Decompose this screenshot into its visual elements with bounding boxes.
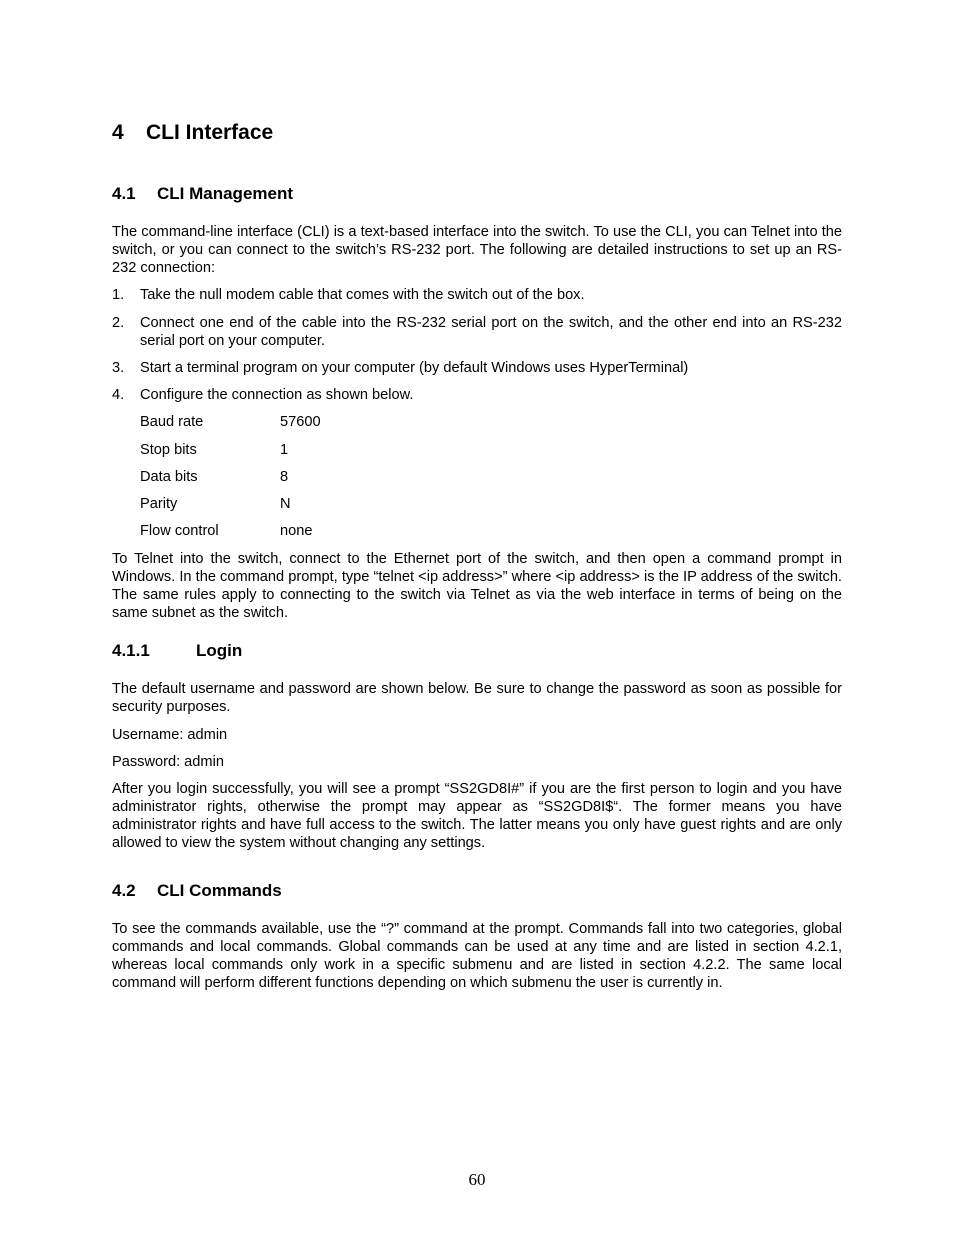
setting-value: 1 [280, 442, 289, 458]
list-number: 1. [112, 287, 125, 303]
login-prompt-paragraph: After you login successfully, you will see a prompt “SS2GD8I#” if you are the first person to login and you have administrator rights, otherwise the prompt may appear as “SS2GD8I$“. The former means you have administrator rights and have full access to the switch. The latter means you only have guest rights and are only allowed to view the system without changing any settings. [112, 781, 842, 851]
setting-row [140, 413, 321, 431]
section-4-1-heading [112, 184, 293, 204]
section-number: 4.2 [112, 881, 136, 900]
setting-key: Flow control [140, 523, 219, 539]
login-intro-paragraph: The default username and password are shown below. Be sure to change the password as soon as possible for security purposes. [112, 681, 842, 715]
section-number: 4.1.1 [112, 641, 150, 660]
commands-paragraph: To see the commands available, use the “?” command at the prompt. Commands fall into two categories, global commands and local commands. Global commands can be used at any time and are listed in section 4.2.1, whereas local commands only work in a specific submenu and are listed in section 4.2.2. The same local command will perform different functions depending on which submenu the user is currently in. [112, 921, 842, 991]
section-4-1-1-heading [112, 641, 242, 661]
setting-row [140, 441, 288, 459]
list-number: 2. [112, 315, 125, 331]
section-4-2-heading [112, 881, 282, 901]
section-4-heading [112, 121, 273, 145]
setting-key: Stop bits [140, 442, 197, 458]
setting-row [140, 522, 312, 540]
setting-value: 8 [280, 469, 289, 485]
setting-key: Baud rate [140, 414, 204, 430]
setting-row [140, 468, 288, 486]
section-title: CLI Interface [146, 121, 274, 144]
list-number: 4. [112, 387, 125, 403]
list-text: Configure the connection as shown below. [140, 387, 414, 403]
cli-intro-paragraph: The command-line interface (CLI) is a text-based interface into the switch. To use the CLI, you can Telnet into the switch, or you can connect to the switch’s RS-232 port. The following are detailed instructions to set up an RS-232 connection: [112, 224, 842, 276]
password-line: Password: admin [112, 754, 224, 770]
setting-value: N [280, 496, 291, 512]
setting-value: none [280, 523, 313, 539]
username-line: Username: admin [112, 727, 228, 743]
section-title: CLI Commands [157, 881, 282, 900]
setting-row [140, 495, 291, 513]
telnet-paragraph: To Telnet into the switch, connect to the Ethernet port of the switch, and then open a command prompt in Windows. In the command prompt, type “telnet <ip address>” where <ip address> is the IP address of the switch. The same rules apply to connecting to the switch via Telnet as via the web interface in terms of being on the same subnet as the switch. [112, 551, 842, 621]
list-text: Take the null modem cable that comes with the switch out of the box. [140, 287, 585, 303]
section-title: Login [196, 641, 243, 660]
section-number: 4 [112, 121, 124, 144]
list-number: 3. [112, 360, 125, 376]
setting-key: Data bits [140, 469, 198, 485]
list-text: Connect one end of the cable into the RS-232 serial port on the switch, and the other end into an RS-232 serial port on your computer. [140, 315, 842, 349]
setting-key: Parity [140, 496, 178, 512]
section-number: 4.1 [112, 184, 136, 203]
list-text: Start a terminal program on your computer (by default Windows uses HyperTerminal) [140, 360, 689, 376]
page-number: 60 [468, 1170, 486, 1189]
section-title: CLI Management [157, 184, 294, 203]
setting-value: 57600 [280, 414, 321, 430]
